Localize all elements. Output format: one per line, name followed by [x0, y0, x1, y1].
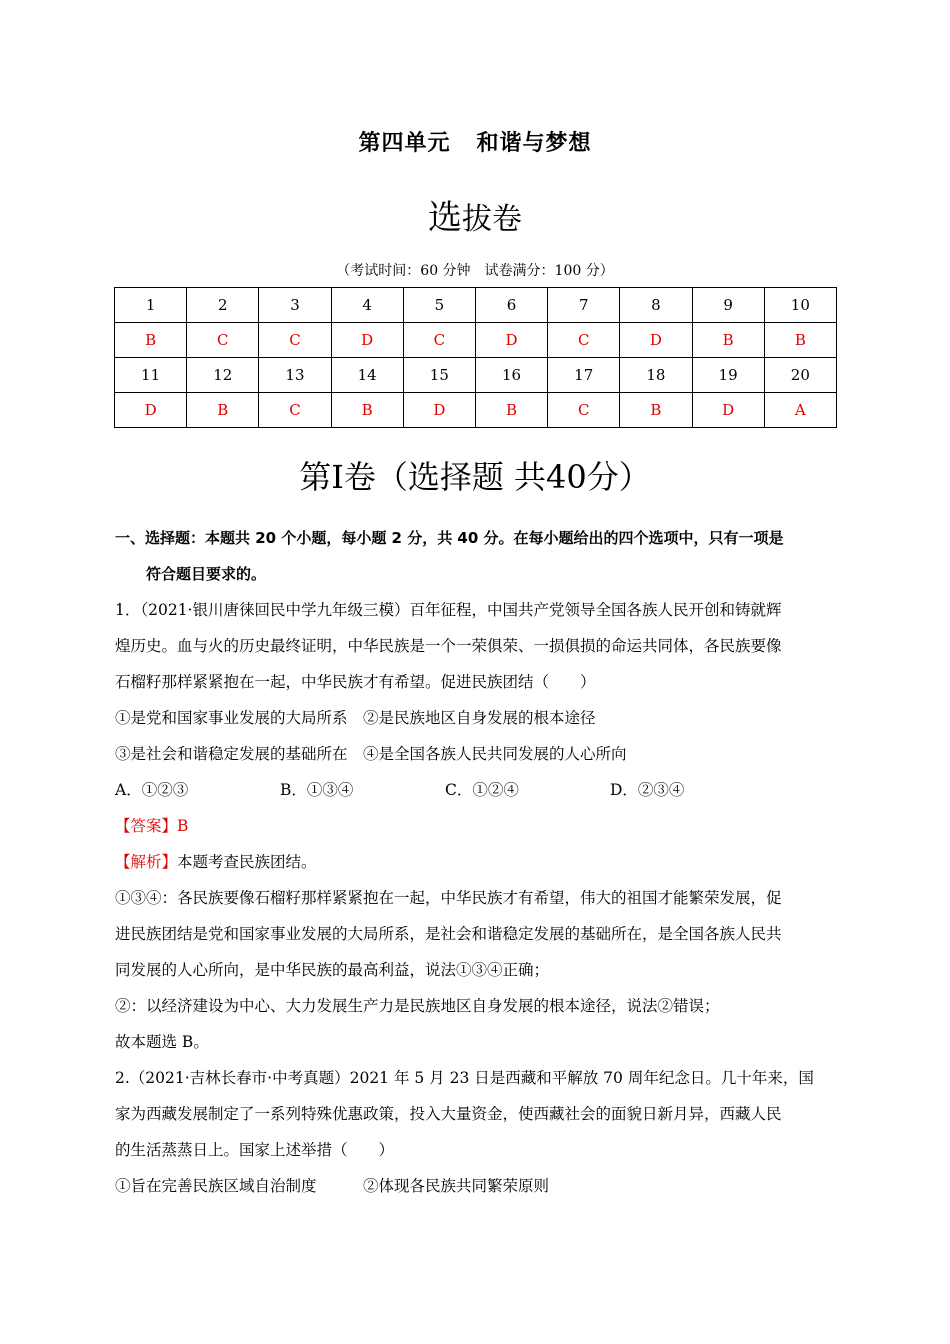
option-c: C．①②④ [445, 781, 519, 799]
question-2-statement: ①旨在完善民族区域自治制度 ②体现各民族共同繁荣原则 [115, 1177, 550, 1195]
table-cell: 15 [403, 358, 475, 393]
answer-table-number-row [115, 358, 837, 393]
analysis-tag: 【解析】 [115, 853, 178, 871]
unit-title [0, 126, 950, 157]
table-cell: C [548, 393, 620, 428]
table-cell: 11 [115, 358, 187, 393]
table-cell: D [403, 393, 475, 428]
analysis-line: ②：以经济建设为中心、大力发展生产力是民族地区自身发展的根本途径，说法②错误； [115, 997, 720, 1015]
question-1-stem: 石榴籽那样紧紧抱在一起，中华民族才有希望。促进民族团结（ ） [115, 673, 596, 691]
question-1-statement: ③是社会和谐稳定发展的基础所在 ④是全国各族人民共同发展的人心所向 [115, 745, 627, 763]
table-cell: D [115, 393, 187, 428]
table-cell: 4 [331, 288, 403, 323]
table-cell: C [187, 323, 259, 358]
table-cell: D [331, 323, 403, 358]
table-cell: 10 [764, 288, 836, 323]
table-cell: 2 [187, 288, 259, 323]
question-2-stem: 2.（2021·吉林长春市·中考真题）2021 年 5 月 23 日是西藏和平解放 70 周年纪念日。几十年来，国 [115, 1069, 814, 1087]
answer-table [114, 287, 837, 428]
question-2-stem: 的生活蒸蒸日上。国家上述举措（ ） [115, 1141, 395, 1159]
table-cell: 8 [620, 288, 692, 323]
analysis-line: 同发展的人心所向，是中华民族的最高利益，说法①③④正确； [115, 961, 550, 979]
question-1-statement: ①是党和国家事业发展的大局所系 ②是民族地区自身发展的根本途径 [115, 709, 596, 727]
option-a: A．①②③ [115, 781, 189, 799]
table-cell: C [403, 323, 475, 358]
table-cell: B [187, 393, 259, 428]
unit-label: 第四单元 [358, 131, 451, 156]
table-cell: A [764, 393, 836, 428]
analysis-line: 故本题选 B。 [115, 1033, 209, 1051]
table-cell: C [259, 393, 331, 428]
table-cell: B [115, 323, 187, 358]
question-2-stem: 家为西藏发展制定了一系列特殊优惠政策，投入大量资金，使西藏社会的面貌日新月异，西藏人民 [115, 1105, 782, 1123]
table-cell: 6 [475, 288, 547, 323]
question-1-stem: 煌历史。血与火的历史最终证明，中华民族是一个一荣俱荣、一损俱损的命运共同体，各民族要像 [115, 637, 782, 655]
table-cell: 1 [115, 288, 187, 323]
instructions-line: 符合题目要求的。 [146, 565, 267, 583]
table-cell: 7 [548, 288, 620, 323]
question-1-analysis [115, 844, 840, 880]
table-cell: B [620, 393, 692, 428]
table-cell: C [259, 323, 331, 358]
question-1-answer [115, 808, 840, 844]
table-cell: 20 [764, 358, 836, 393]
analysis-line: ①③④：各民族要像石榴籽那样紧紧抱在一起，中华民族才有希望，伟大的祖国才能繁荣发展，促 [115, 889, 782, 907]
table-cell: 18 [620, 358, 692, 393]
table-cell: D [620, 323, 692, 358]
analysis-intro: 本题考查民族团结。 [177, 853, 317, 871]
exam-info: （考试时间：60 分钟 试卷满分：100 分） [336, 263, 614, 279]
question-content [115, 520, 840, 1204]
analysis-line: 进民族团结是党和国家事业发展的大局所系，是社会和谐稳定发展的基础所在，是全国各族人民共 [115, 925, 782, 943]
answer-tag: 【答案】 [115, 817, 178, 835]
unit-name: 和谐与梦想 [476, 131, 592, 156]
table-cell: 9 [692, 288, 764, 323]
table-cell: B [331, 393, 403, 428]
table-cell: 19 [692, 358, 764, 393]
table-cell: 16 [475, 358, 547, 393]
table-cell: B [692, 323, 764, 358]
table-cell: D [692, 393, 764, 428]
paper-title [0, 190, 950, 239]
option-b: B．①③④ [280, 781, 354, 799]
question-1-stem: 1．（2021·银川唐徕回民中学九年级三模）百年征程，中国共产党领导全国各族人民开创和铸就辉 [115, 601, 782, 619]
table-cell: B [475, 393, 547, 428]
table-cell: 5 [403, 288, 475, 323]
table-cell: C [548, 323, 620, 358]
table-cell: 13 [259, 358, 331, 393]
question-1-options [115, 772, 840, 808]
answer-value: B [177, 817, 189, 835]
table-cell: 17 [548, 358, 620, 393]
instructions-line: 一、选择题：本题共 20 个小题，每小题 2 分，共 40 分。在每小题给出的四个选项中，只有一项是 [115, 529, 784, 547]
answer-table-answer-row [115, 393, 837, 428]
answer-table-number-row [115, 288, 837, 323]
answer-table-answer-row [115, 323, 837, 358]
table-cell: 14 [331, 358, 403, 393]
paper-title-rest: 拔卷 [462, 202, 522, 237]
table-cell: 12 [187, 358, 259, 393]
paper-title-first-char: 选 [428, 198, 462, 238]
table-cell: D [475, 323, 547, 358]
table-cell: 3 [259, 288, 331, 323]
table-cell: B [764, 323, 836, 358]
section-title: 第Ⅰ卷（选择题 共40分） [299, 458, 651, 496]
option-d: D．②③④ [610, 781, 685, 799]
